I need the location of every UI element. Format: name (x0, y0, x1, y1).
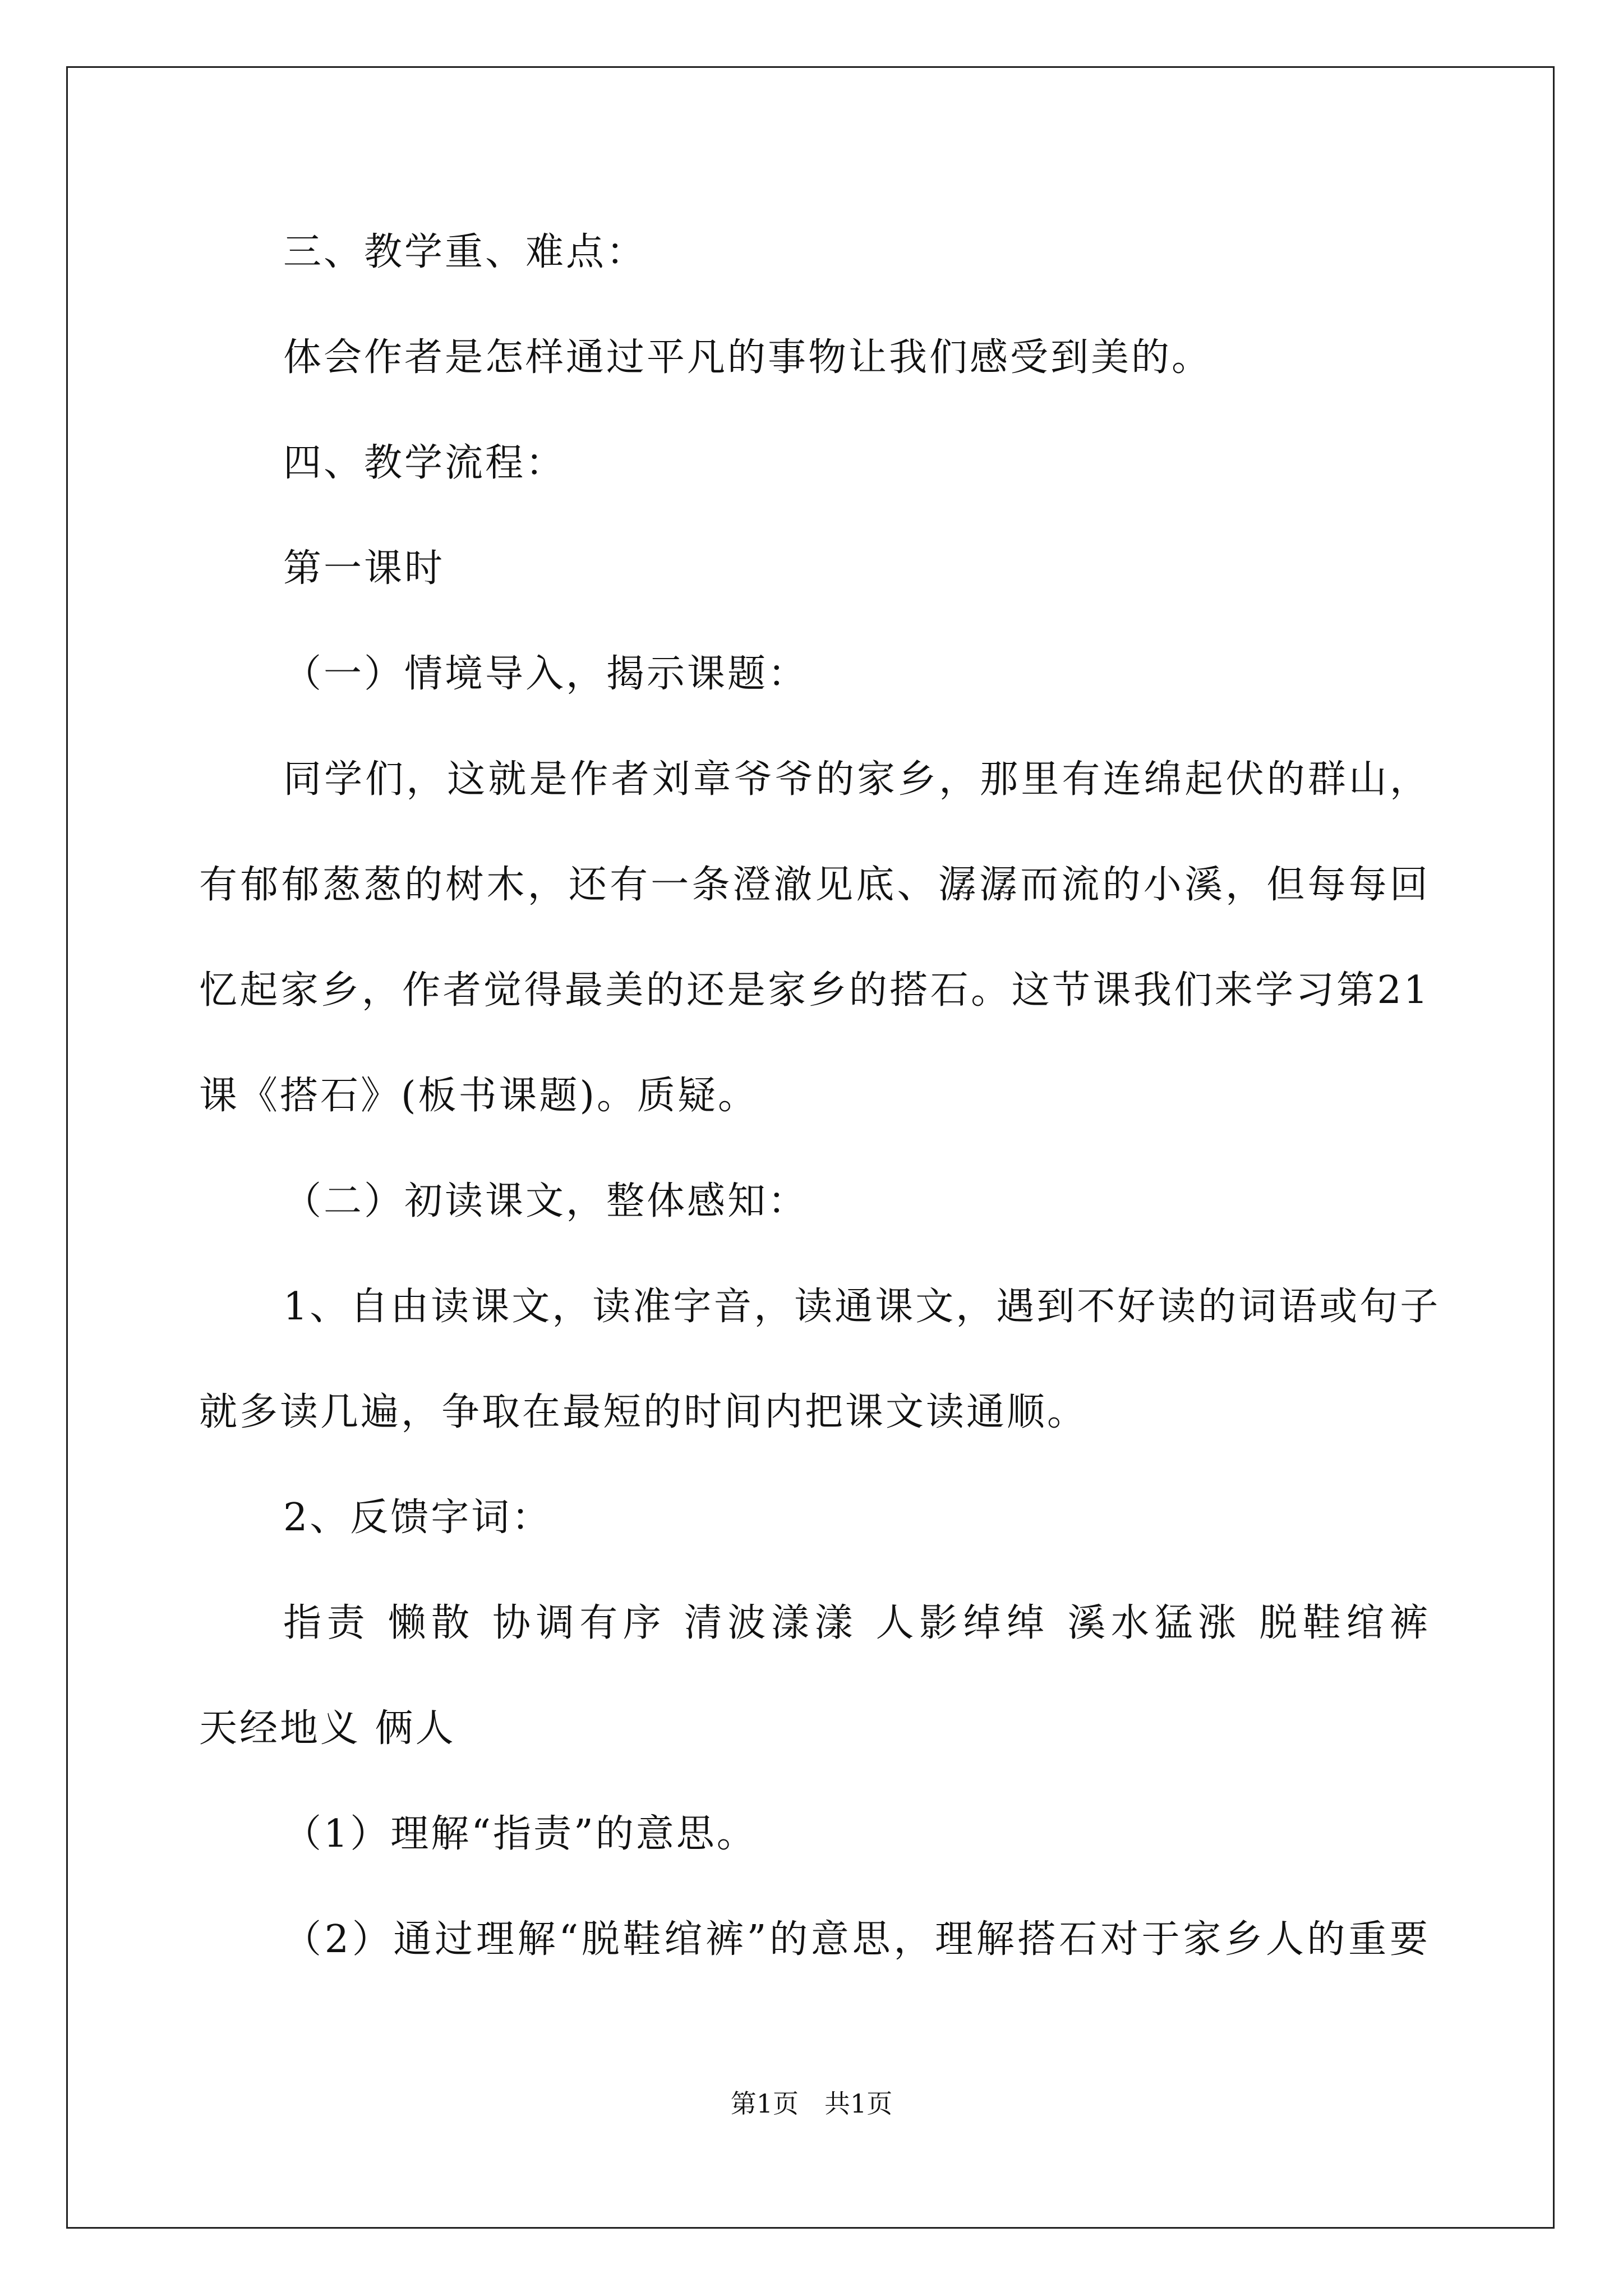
paragraph-key-point-text: 体会作者是怎样通过平凡的事物让我们感受到美的。 (283, 335, 1212, 380)
paragraph-intro-line-3: 忆起家乡，作者觉得最美的还是家乡的搭石。这节课我们来学习第21 (199, 968, 1430, 1013)
page-footer: 第1页 共1页 (730, 2088, 893, 2119)
list-item-1: （1）理解“指责”的意思。 (283, 1812, 757, 1856)
paragraph-intro-line-1: 同学们，这就是作者刘章爷爷的家乡，那里有连绵起伏的群山， (283, 757, 1430, 802)
page-border (66, 66, 1555, 2229)
paragraph-intro-line-2: 有郁郁葱葱的树木，还有一条澄澈见底、潺潺而流的小溪，但每每回 (199, 863, 1430, 907)
heading-section-one: （一）情境导入，揭示课题： (283, 652, 809, 696)
vocabulary-list-line-2: 天经地义 俩人 (199, 1706, 456, 1751)
heading-section-two: （二）初读课文，整体感知： (283, 1179, 809, 1223)
list-item-2: （2）通过理解“脱鞋绾裤”的意思，理解搭石对于家乡人的重要 (283, 1917, 1430, 1962)
vocabulary-list-line-1: 指责 懒散 协调有序 清波漾漾 人影绰绰 溪水猛涨 脱鞋绾裤 (283, 1601, 1430, 1645)
heading-first-lesson: 第一课时 (283, 546, 445, 591)
heading-teaching-process: 四、教学流程： (283, 441, 566, 485)
paragraph-intro-line-4: 课《搭石》(板书课题)。质疑。 (199, 1074, 759, 1118)
heading-vocabulary: 2、反馈字词： (283, 1496, 552, 1540)
paragraph-reading-line-1: 1、自由读课文，读准字音，读通课文，遇到不好读的词语或句子 (283, 1285, 1441, 1329)
paragraph-reading-line-2: 就多读几遍，争取在最短的时间内把课文读通顺。 (199, 1390, 1088, 1434)
heading-key-points: 三、教学重、难点： (283, 230, 647, 274)
